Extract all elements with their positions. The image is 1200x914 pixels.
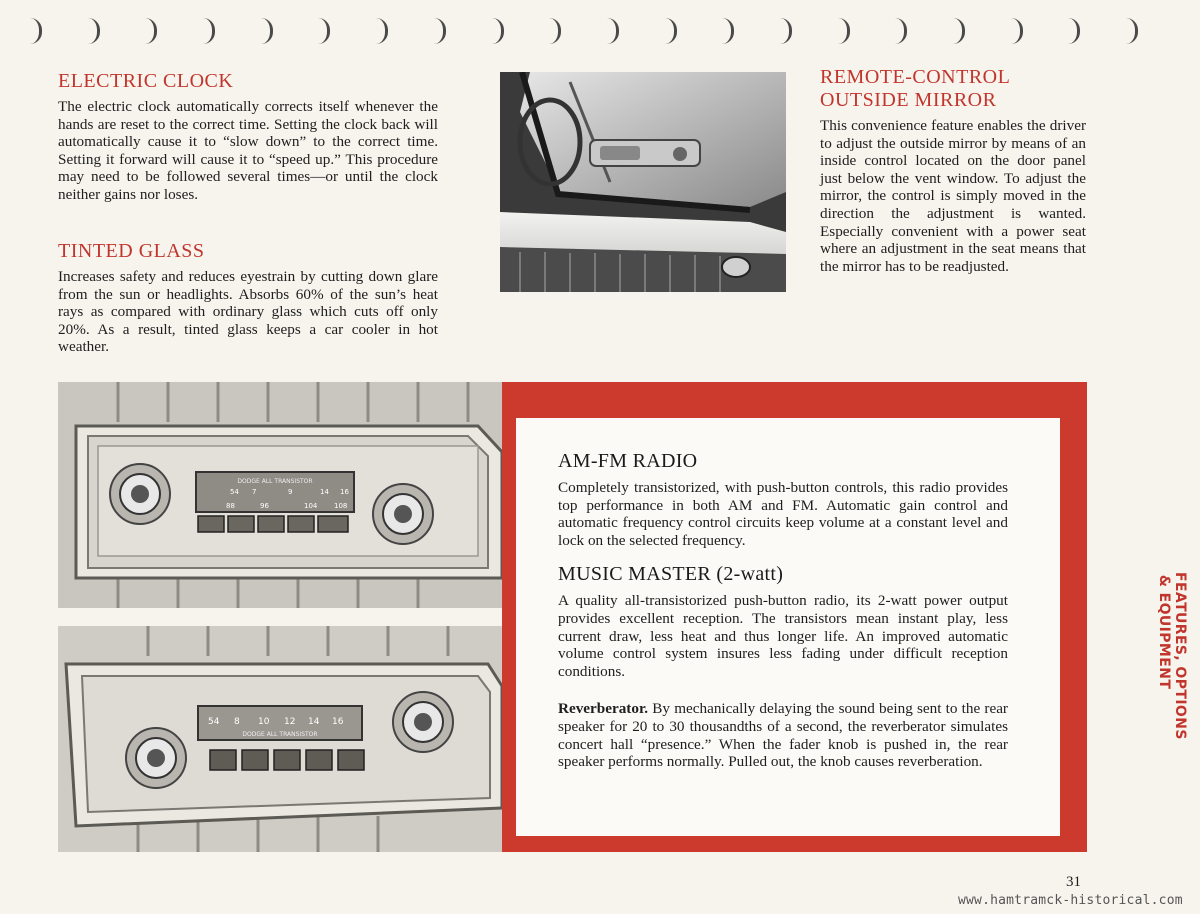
amfm-radio-illustration [58,382,502,608]
page-number: 31 [1066,874,1081,890]
binding-hole [318,18,330,44]
amfm-dial-am-mark: 14 [320,488,329,496]
binding-hole [261,18,273,44]
tinted-glass-section [58,240,438,356]
amfm-dial-am-mark: 16 [340,488,349,496]
binding-hole [88,18,100,44]
side-tab-line1: FEATURES, OPTIONS [1172,572,1188,740]
binding-hole [838,18,850,44]
binding-hole [1011,18,1023,44]
amfm-dial-fm-mark: 96 [260,502,269,510]
binding-hole [1068,18,1080,44]
music-dial-mark: 54 [208,717,220,727]
amfm-dial-fm-mark: 108 [334,502,348,510]
music-dial-mark: 12 [284,717,296,727]
amfm-radio-heading: AM-FM RADIO [558,450,698,472]
electric-clock-body: The electric clock automatically corrects itself whenever the hands are reset to the correct time. Setting the clock back will automatically cause it to “slow down” to the correct time. Setting it forward will cause it to “speed up.” This procedure may need to be followed several times—or until the clock neither gains nor loses. [58,98,438,203]
music-master-body: A quality all-transistorized push-button radio, its 2-watt power output provides excellent reception. The transistors mean instant play, less current draw, less heat and thus longer life. An improved automatic volume control system insures less fading under difficult reception conditions. [558,592,1008,680]
reverberator-label: Reverberator. [558,700,649,718]
binding-holes [0,14,1200,50]
binding-hole [665,18,677,44]
remote-mirror-heading-line1: REMOTE-CONTROL [820,66,1011,88]
binding-hole [492,18,504,44]
amfm-dial-brand: DODGE ALL TRANSISTOR [237,478,313,485]
music-master-heading: MUSIC MASTER (2-watt) [558,563,784,586]
music-master-radio-illustration [58,626,502,852]
radio-feature-text [558,450,1008,771]
remote-mirror-section [820,66,1086,275]
side-tab-line2: & EQUIPMENT [1156,574,1172,690]
door-mirror-illustration [500,72,786,292]
section-gap [558,549,1008,563]
reverberator-paragraph [558,700,1008,770]
reverberator-body: By mechanically delaying the sound being sent to the rear speaker for 20 to 30 thousandths of a second, the reverberator simulates concert hall “presence.” When the fader knob is pushed in, the rear speaker performs normally. Pulled out, the knob causes reverberation. [558,700,1008,771]
watermark: www.hamtramck-historical.com [958,893,1183,908]
door-mirror-photo [500,72,786,292]
amfm-dial-am-mark: 7 [252,488,257,496]
section-side-tab [1140,572,1190,740]
binding-hole [607,18,619,44]
music-dial-mark: 16 [332,717,344,727]
binding-hole [376,18,388,44]
radio-feature-frame [502,382,1087,852]
music-dial-mark: 14 [308,717,320,727]
amfm-dial-am-mark: 54 [230,488,239,496]
binding-hole [895,18,907,44]
section-gap [558,680,1008,694]
remote-mirror-body: This convenience feature enables the driver to adjust the outside mirror by means of an inside control located on the door panel just below the vent window. To adjust the mirror, the control is simply moved in the direction the adjustment is wanted. Especially convenient with a power seat where an adjustment in the seat means that the mirror has to be readjusted. [820,117,1086,275]
music-dial-mark: 10 [258,717,270,727]
remote-mirror-heading-line2: OUTSIDE MIRROR [820,89,997,111]
music-dial-mark: 8 [234,717,240,727]
binding-hole [780,18,792,44]
binding-hole [722,18,734,44]
side-tab-label [1156,572,1188,740]
tinted-glass-body: Increases safety and reduces eyestrain by cutting down glare from the sun or headlights. Absorbs 60% of the sun’s heat rays as compared with ordinary glass which cuts off only 20%. As a result, tinted glass keeps a car cooler in hot weather. [58,268,438,356]
binding-hole [953,18,965,44]
binding-hole [1126,18,1138,44]
amfm-radio-photo [58,382,502,608]
music-master-radio-photo [58,626,502,852]
amfm-dial-am-mark: 9 [288,488,293,496]
binding-hole [434,18,446,44]
radio-feature-panel [516,418,1060,836]
amfm-dial-fm-mark: 104 [304,502,318,510]
electric-clock-heading: ELECTRIC CLOCK [58,70,234,92]
electric-clock-section [58,70,438,204]
amfm-dial-fm-mark: 88 [226,502,235,510]
binding-hole [30,18,42,44]
binding-hole [549,18,561,44]
tinted-glass-heading: TINTED GLASS [58,240,205,262]
binding-hole [145,18,157,44]
amfm-radio-body: Completely transistorized, with push-button controls, this radio provides top performance in both AM and FM. Automatic gain control and automatic frequency control circuits keep volume at a constant level and lock on the selected frequency. [558,479,1008,549]
binding-hole [203,18,215,44]
music-dial-brand: DODGE ALL TRANSISTOR [242,731,318,738]
